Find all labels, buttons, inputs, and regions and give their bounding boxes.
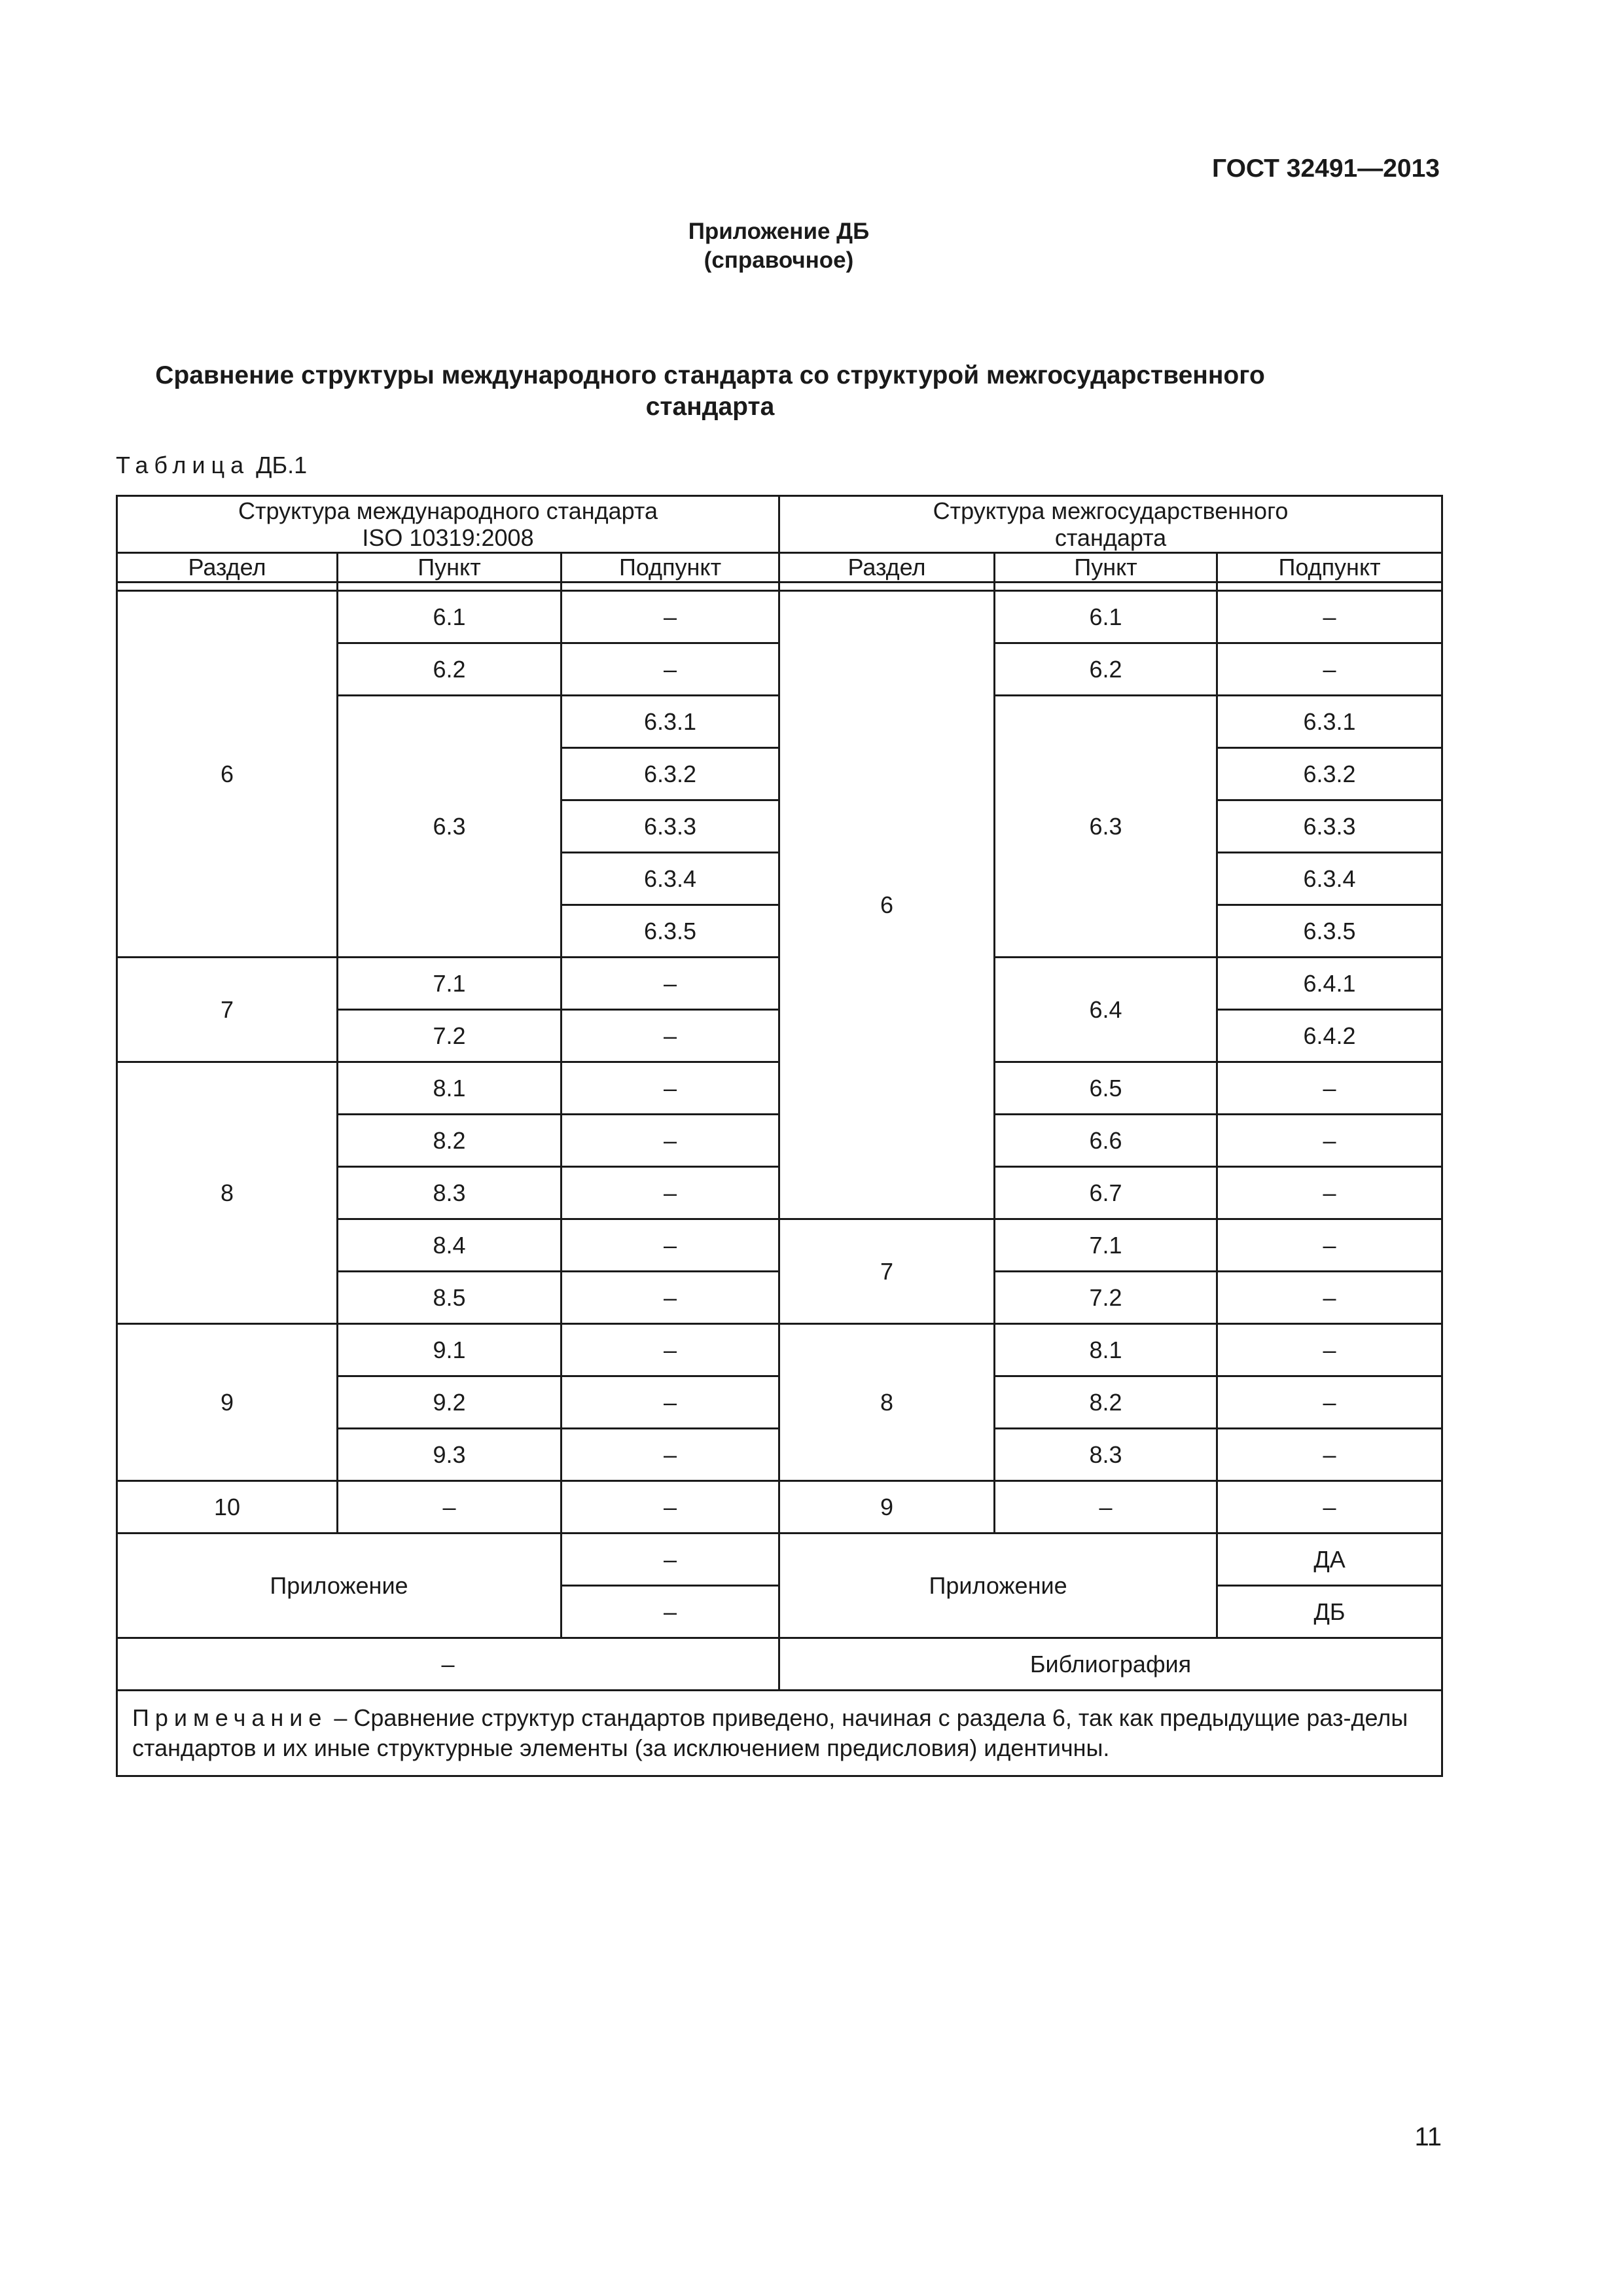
international-header-line-1: Структура международного стандарта xyxy=(238,497,658,524)
table-cell: ДБ xyxy=(1217,1586,1442,1638)
table-cell: – xyxy=(1217,1272,1442,1324)
table-cell: 6.4.2 xyxy=(1217,1010,1442,1062)
table-cell: 6.3.1 xyxy=(562,696,779,748)
table-group-header-row xyxy=(117,496,1442,553)
table-cell: 6.3.5 xyxy=(562,905,779,958)
table-cell: 9.3 xyxy=(338,1429,562,1481)
page-title-line-1: Сравнение структуры международного стандарта со структурой межгосударственного xyxy=(155,361,1265,389)
table-cell: 6.2 xyxy=(338,643,562,696)
table-cell: ДА xyxy=(1217,1534,1442,1586)
table-cell: 6.3.3 xyxy=(562,800,779,853)
table-cell: – xyxy=(562,1062,779,1115)
appendix-subtitle: (справочное) xyxy=(704,247,854,273)
column-header: Раздел xyxy=(117,553,338,583)
table-cell: 6 xyxy=(117,591,338,958)
table-column-header-row xyxy=(117,553,1442,583)
table-cell: – xyxy=(562,1586,779,1638)
table-cell: – xyxy=(562,1429,779,1481)
table-cell: 8.3 xyxy=(338,1167,562,1219)
table-cell: 6.3.1 xyxy=(1217,696,1442,748)
table-cell: – xyxy=(1217,1219,1442,1272)
spacer-cell xyxy=(995,583,1217,591)
table-header-spacer xyxy=(117,583,1442,591)
table-caption-prefix: Таблица xyxy=(116,452,250,478)
table-cell: 8.2 xyxy=(995,1376,1217,1429)
table-cell: 6.7 xyxy=(995,1167,1217,1219)
table-cell: 9 xyxy=(117,1324,338,1481)
table-cell: 6.3.4 xyxy=(562,853,779,905)
column-header: Раздел xyxy=(779,553,995,583)
table-cell: 6.3 xyxy=(995,696,1217,958)
table-cell: 10 xyxy=(117,1481,338,1534)
interstate-structure-header xyxy=(779,496,1442,553)
interstate-header-line-1: Структура межгосударственного xyxy=(933,497,1289,524)
table-cell: – xyxy=(1217,1115,1442,1167)
table-cell: – xyxy=(1217,1167,1442,1219)
table-cell: – xyxy=(562,1010,779,1062)
table-cell: – xyxy=(562,958,779,1010)
table-cell: – xyxy=(1217,591,1442,643)
table-cell: – xyxy=(1217,1376,1442,1429)
note-text: – Сравнение структур стандартов приведено, начиная с раздела 6, так как предыдущие раз-делы стандартов и их иные структурные элементы (за исключением предисловия) идентичны. xyxy=(132,1704,1408,1761)
column-header: Пункт xyxy=(338,553,562,583)
table-row xyxy=(117,1481,1442,1534)
table-cell: 7.2 xyxy=(338,1010,562,1062)
international-structure-header xyxy=(117,496,779,553)
table-cell: 8.5 xyxy=(338,1272,562,1324)
table-cell: 6.4.1 xyxy=(1217,958,1442,1010)
table-cell: 7 xyxy=(779,1219,995,1324)
page-title xyxy=(144,360,1276,423)
table-cell: Приложение xyxy=(117,1534,562,1638)
table-cell: – xyxy=(1217,1429,1442,1481)
table-cell: – xyxy=(995,1481,1217,1534)
table-cell: – xyxy=(1217,1481,1442,1534)
table-cell: 6.3.2 xyxy=(562,748,779,800)
table-cell: Библиография xyxy=(779,1638,1442,1691)
page-title-line-2: стандарта xyxy=(645,393,775,421)
table-cell: 9.1 xyxy=(338,1324,562,1376)
column-header: Пункт xyxy=(995,553,1217,583)
interstate-header-line-2: стандарта xyxy=(1054,524,1167,551)
table-cell: 6.3.4 xyxy=(1217,853,1442,905)
table-cell: – xyxy=(562,1534,779,1586)
structure-comparison-table xyxy=(116,495,1443,1777)
table-cell: 9 xyxy=(779,1481,995,1534)
table-cell: – xyxy=(562,1376,779,1429)
spacer-cell xyxy=(117,583,338,591)
table-cell: 8.3 xyxy=(995,1429,1217,1481)
table-cell: 6.3.3 xyxy=(1217,800,1442,853)
appendix-heading xyxy=(0,217,1558,275)
table-cell: 6.3 xyxy=(338,696,562,958)
note-label: Примечание xyxy=(132,1704,328,1731)
column-header: Подпункт xyxy=(562,553,779,583)
table-cell: 8.1 xyxy=(995,1324,1217,1376)
page-number: 11 xyxy=(1414,2123,1442,2151)
spacer-cell xyxy=(562,583,779,591)
table-cell: – xyxy=(562,591,779,643)
appendix-title: Приложение ДБ xyxy=(688,219,870,244)
table-cell: 6.5 xyxy=(995,1062,1217,1115)
table-cell: – xyxy=(562,1324,779,1376)
table-cell: 9.2 xyxy=(338,1376,562,1429)
table-cell: 7.2 xyxy=(995,1272,1217,1324)
table-cell: 6 xyxy=(779,591,995,1219)
document-code: ГОСТ 32491—2013 xyxy=(1212,154,1440,183)
table-row xyxy=(117,1534,1442,1586)
table-cell: 8 xyxy=(779,1324,995,1481)
table-note-row xyxy=(117,1691,1442,1776)
table-cell: – xyxy=(117,1638,779,1691)
table-cell: 8.4 xyxy=(338,1219,562,1272)
table-row xyxy=(117,591,1442,643)
table-caption-number: ДБ.1 xyxy=(256,452,308,478)
table-cell: 6.3.5 xyxy=(1217,905,1442,958)
table-cell: 8 xyxy=(117,1062,338,1324)
table-cell: – xyxy=(562,1167,779,1219)
table-cell: – xyxy=(562,643,779,696)
table-cell: 6.6 xyxy=(995,1115,1217,1167)
spacer-cell xyxy=(779,583,995,591)
table-cell: 6.3.2 xyxy=(1217,748,1442,800)
table-cell: – xyxy=(1217,1062,1442,1115)
table-cell: – xyxy=(1217,643,1442,696)
international-header-line-2: ISO 10319:2008 xyxy=(362,524,534,551)
table-cell: – xyxy=(562,1272,779,1324)
table-cell: 6.1 xyxy=(995,591,1217,643)
table-cell: 6.1 xyxy=(338,591,562,643)
table-cell: Приложение xyxy=(779,1534,1217,1638)
table-cell: – xyxy=(562,1481,779,1534)
table-cell: 8.1 xyxy=(338,1062,562,1115)
table-caption xyxy=(116,452,307,479)
table-note xyxy=(117,1691,1442,1776)
table-cell: – xyxy=(1217,1324,1442,1376)
table-cell: 7.1 xyxy=(338,958,562,1010)
table-cell: 8.2 xyxy=(338,1115,562,1167)
table-cell: 6.4 xyxy=(995,958,1217,1062)
table-cell: 7.1 xyxy=(995,1219,1217,1272)
spacer-cell xyxy=(1217,583,1442,591)
table-cell: 6.2 xyxy=(995,643,1217,696)
table-cell: – xyxy=(562,1115,779,1167)
table-cell: – xyxy=(562,1219,779,1272)
column-header: Подпункт xyxy=(1217,553,1442,583)
table-row xyxy=(117,1638,1442,1691)
table-cell: – xyxy=(338,1481,562,1534)
table-row xyxy=(117,1324,1442,1376)
spacer-cell xyxy=(338,583,562,591)
table-cell: 7 xyxy=(117,958,338,1062)
